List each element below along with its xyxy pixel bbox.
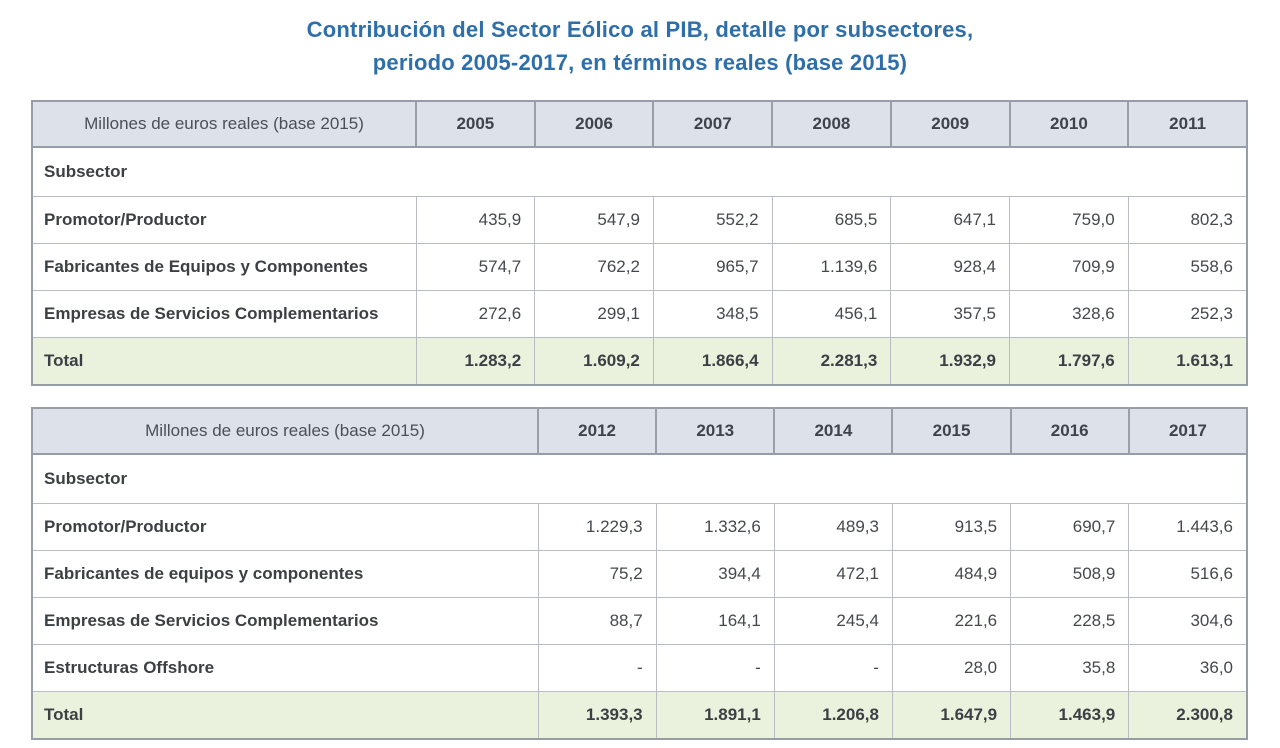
table-row-fabricantes bbox=[32, 244, 1247, 291]
year-header-2008: 2008 bbox=[772, 101, 891, 147]
value-cell: 28,0 bbox=[892, 645, 1010, 692]
section-label: Subsector bbox=[32, 147, 1247, 197]
total-value-cell: 1.609,2 bbox=[535, 338, 654, 386]
total-value-cell: 1.647,9 bbox=[892, 692, 1010, 740]
year-header-2010: 2010 bbox=[1010, 101, 1129, 147]
total-value-cell: 1.393,3 bbox=[538, 692, 656, 740]
total-value-cell: 1.891,1 bbox=[656, 692, 774, 740]
table-row-fabricantes bbox=[32, 551, 1247, 598]
section-row bbox=[32, 454, 1247, 504]
value-cell: 489,3 bbox=[774, 504, 892, 551]
value-cell: - bbox=[774, 645, 892, 692]
total-row bbox=[32, 338, 1247, 386]
year-header-2007: 2007 bbox=[653, 101, 772, 147]
page-title bbox=[0, 0, 1280, 79]
value-cell: 36,0 bbox=[1129, 645, 1247, 692]
table-row-promotor bbox=[32, 197, 1247, 244]
value-cell: 299,1 bbox=[535, 291, 654, 338]
value-cell: 690,7 bbox=[1011, 504, 1129, 551]
year-header-2012: 2012 bbox=[538, 408, 656, 454]
total-label: Total bbox=[32, 338, 416, 386]
year-header-2005: 2005 bbox=[416, 101, 535, 147]
total-value-cell: 1.463,9 bbox=[1011, 692, 1129, 740]
value-cell: 221,6 bbox=[892, 598, 1010, 645]
value-cell: 435,9 bbox=[416, 197, 535, 244]
row-label: Empresas de Servicios Complementarios bbox=[32, 291, 416, 338]
value-cell: 1.229,3 bbox=[538, 504, 656, 551]
row-label: Empresas de Servicios Complementarios bbox=[32, 598, 538, 645]
value-cell: 472,1 bbox=[774, 551, 892, 598]
value-cell: 484,9 bbox=[892, 551, 1010, 598]
year-header-2011: 2011 bbox=[1128, 101, 1247, 147]
value-cell: 1.443,6 bbox=[1129, 504, 1247, 551]
page-title-line-2: periodo 2005-2017, en términos reales (base 2015) bbox=[372, 50, 908, 75]
table-2012-2017 bbox=[31, 407, 1248, 740]
value-cell: 252,3 bbox=[1128, 291, 1247, 338]
value-cell: 164,1 bbox=[656, 598, 774, 645]
value-cell: 1.332,6 bbox=[656, 504, 774, 551]
total-value-cell: 1.932,9 bbox=[891, 338, 1010, 386]
total-label: Total bbox=[32, 692, 538, 740]
value-cell: - bbox=[656, 645, 774, 692]
value-cell: 508,9 bbox=[1011, 551, 1129, 598]
value-cell: 272,6 bbox=[416, 291, 535, 338]
value-cell: 456,1 bbox=[772, 291, 891, 338]
table-row-empresas bbox=[32, 291, 1247, 338]
value-cell: 762,2 bbox=[535, 244, 654, 291]
value-cell: 357,5 bbox=[891, 291, 1010, 338]
value-cell: 647,1 bbox=[891, 197, 1010, 244]
value-cell: 304,6 bbox=[1129, 598, 1247, 645]
total-value-cell: 2.300,8 bbox=[1129, 692, 1247, 740]
value-cell: 759,0 bbox=[1010, 197, 1129, 244]
value-cell: 965,7 bbox=[653, 244, 772, 291]
value-cell: - bbox=[538, 645, 656, 692]
unit-header-cell: Millones de euros reales (base 2015) bbox=[32, 101, 416, 147]
table-header-row bbox=[32, 408, 1247, 454]
value-cell: 88,7 bbox=[538, 598, 656, 645]
section-label: Subsector bbox=[32, 454, 1247, 504]
unit-header-cell: Millones de euros reales (base 2015) bbox=[32, 408, 538, 454]
value-cell: 552,2 bbox=[653, 197, 772, 244]
year-header-2014: 2014 bbox=[774, 408, 892, 454]
table-row-estructuras-offshore bbox=[32, 645, 1247, 692]
row-label: Fabricantes de Equipos y Componentes bbox=[32, 244, 416, 291]
row-label: Estructuras Offshore bbox=[32, 645, 538, 692]
value-cell: 35,8 bbox=[1011, 645, 1129, 692]
year-header-2006: 2006 bbox=[535, 101, 654, 147]
value-cell: 245,4 bbox=[774, 598, 892, 645]
year-header-2013: 2013 bbox=[656, 408, 774, 454]
value-cell: 516,6 bbox=[1129, 551, 1247, 598]
value-cell: 802,3 bbox=[1128, 197, 1247, 244]
value-cell: 328,6 bbox=[1010, 291, 1129, 338]
value-cell: 913,5 bbox=[892, 504, 1010, 551]
value-cell: 75,2 bbox=[538, 551, 656, 598]
total-value-cell: 1.613,1 bbox=[1128, 338, 1247, 386]
total-value-cell: 1.283,2 bbox=[416, 338, 535, 386]
table-row-empresas bbox=[32, 598, 1247, 645]
value-cell: 574,7 bbox=[416, 244, 535, 291]
year-header-2017: 2017 bbox=[1129, 408, 1247, 454]
value-cell: 394,4 bbox=[656, 551, 774, 598]
year-header-2016: 2016 bbox=[1011, 408, 1129, 454]
section-row bbox=[32, 147, 1247, 197]
year-header-2009: 2009 bbox=[891, 101, 1010, 147]
total-value-cell: 2.281,3 bbox=[772, 338, 891, 386]
value-cell: 228,5 bbox=[1011, 598, 1129, 645]
row-label: Promotor/Productor bbox=[32, 504, 538, 551]
value-cell: 348,5 bbox=[653, 291, 772, 338]
value-cell: 928,4 bbox=[891, 244, 1010, 291]
value-cell: 685,5 bbox=[772, 197, 891, 244]
year-header-2015: 2015 bbox=[892, 408, 1010, 454]
value-cell: 558,6 bbox=[1128, 244, 1247, 291]
row-label: Promotor/Productor bbox=[32, 197, 416, 244]
total-value-cell: 1.797,6 bbox=[1010, 338, 1129, 386]
value-cell: 547,9 bbox=[535, 197, 654, 244]
table-header-row bbox=[32, 101, 1247, 147]
total-row bbox=[32, 692, 1247, 740]
page-title-line-1: Contribución del Sector Eólico al PIB, detalle por subsectores, bbox=[306, 17, 974, 42]
table-2005-2011 bbox=[31, 100, 1248, 386]
total-value-cell: 1.206,8 bbox=[774, 692, 892, 740]
total-value-cell: 1.866,4 bbox=[653, 338, 772, 386]
value-cell: 709,9 bbox=[1010, 244, 1129, 291]
table-row-promotor bbox=[32, 504, 1247, 551]
row-label: Fabricantes de equipos y componentes bbox=[32, 551, 538, 598]
value-cell: 1.139,6 bbox=[772, 244, 891, 291]
